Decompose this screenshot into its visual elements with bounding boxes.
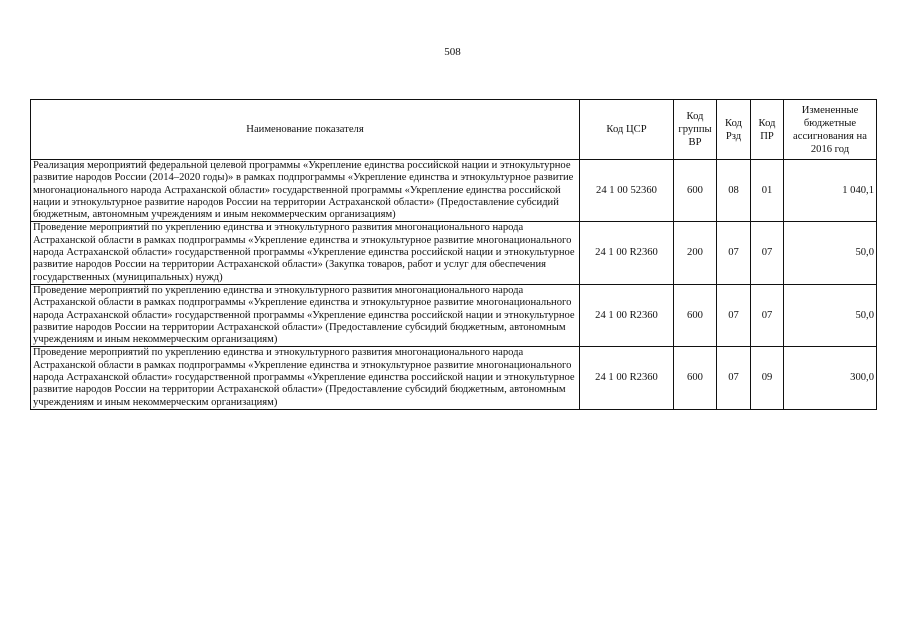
cell-pr: 01	[751, 160, 784, 222]
cell-vr: 200	[674, 222, 717, 284]
table-row	[31, 284, 877, 346]
header-csr: Код ЦСР	[580, 100, 674, 160]
header-name: Наименование показателя	[31, 100, 580, 160]
table-header-row	[31, 100, 877, 160]
cell-csr: 24 1 00 R2360	[580, 222, 674, 284]
budget-table	[30, 99, 877, 410]
header-pr: Код ПР	[751, 100, 784, 160]
cell-pr: 07	[751, 222, 784, 284]
table-row	[31, 222, 877, 284]
page-number: 508	[444, 46, 461, 58]
cell-sum: 1 040,1	[784, 160, 877, 222]
table-row	[31, 347, 877, 409]
table-row	[31, 160, 877, 222]
cell-vr: 600	[674, 347, 717, 409]
cell-sum: 50,0	[784, 222, 877, 284]
cell-csr: 24 1 00 52360	[580, 160, 674, 222]
cell-rzd: 08	[717, 160, 751, 222]
cell-csr: 24 1 00 R2360	[580, 284, 674, 346]
cell-pr: 09	[751, 347, 784, 409]
cell-name: Проведение мероприятий по укреплению единства и этнокультурного развития многонационального народа Астраханской области в рамках подпрограммы «Укрепление единства и этнокультурное развитие многонационального народа Астраханской области» государственной программы «Укрепление единства российской нации и этнокультурное развитие народов России на территории Астраханской области» (Предоставление субсидий бюджетным, автономным учреждениям и иным некоммерческим организациям)	[31, 347, 580, 409]
header-rzd: Код Рзд	[717, 100, 751, 160]
cell-vr: 600	[674, 284, 717, 346]
cell-rzd: 07	[717, 284, 751, 346]
cell-csr: 24 1 00 R2360	[580, 347, 674, 409]
cell-pr: 07	[751, 284, 784, 346]
cell-sum: 300,0	[784, 347, 877, 409]
cell-name: Реализация мероприятий федеральной целевой программы «Укрепление единства российской нации и этнокультурное развитие народов России (2014–2020 годы)» в рамках подпрограммы «Укрепление единства и этнокультурное развитие многонационального народа Астраханской области» государственной программы «Укрепление единства российской нации и этнокультурное развитие народов России на территории Астраханской области» (Предоставление субсидий бюджетным, автономным учреждениям и иным некоммерческим организациям)	[31, 160, 580, 222]
cell-rzd: 07	[717, 347, 751, 409]
cell-sum: 50,0	[784, 284, 877, 346]
cell-name: Проведение мероприятий по укреплению единства и этнокультурного развития многонационального народа Астраханской области в рамках подпрограммы «Укрепление единства и этнокультурное развитие многонационального народа Астраханской области» государственной программы «Укрепление единства российской нации и этнокультурное развитие народов России на территории Астраханской области» (Предоставление субсидий бюджетным, автономным учреждениям и иным некоммерческим организациям)	[31, 284, 580, 346]
header-sum: Измененные бюджетные ассигнования на 2016 год	[784, 100, 877, 160]
cell-name: Проведение мероприятий по укреплению единства и этнокультурного развития многонационального народа Астраханской области в рамках подпрограммы «Укрепление единства и этнокультурное развитие многонационального народа Астраханской области» государственной программы «Укрепление единства российской нации и этнокультурное развитие народов России на территории Астраханской области» (Закупка товаров, работ и услуг для обеспечения государственных (муниципальных) нужд)	[31, 222, 580, 284]
header-vr: Код группы ВР	[674, 100, 717, 160]
cell-vr: 600	[674, 160, 717, 222]
cell-rzd: 07	[717, 222, 751, 284]
